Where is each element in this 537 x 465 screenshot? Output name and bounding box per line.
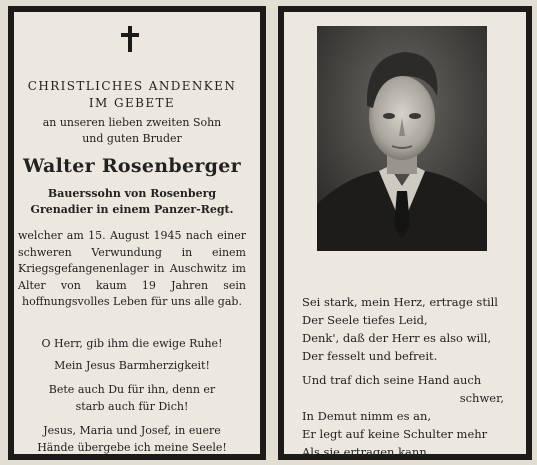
poem-line: Denk', daß der Herr es also will, <box>302 331 492 345</box>
poem-line: In Demut nimm es an, <box>302 409 432 423</box>
poem <box>302 293 504 461</box>
poem-line: Er legt auf keine Schulter mehr <box>302 427 488 441</box>
prayer-4: Jesus, Maria und Josef, in euere Hände übergebe ich meine Seele! <box>37 424 227 454</box>
poem-line: Der Seele tiefes Leid, <box>302 313 428 327</box>
poem-line: Als sie ertragen kann. <box>302 445 431 459</box>
heading-line-2: IM GEBETE <box>88 96 176 110</box>
poem-line: Der fesselt und befreit. <box>302 349 438 363</box>
prayer-2: Mein Jesus Barmherzigkeit! <box>54 359 210 372</box>
role-line-1: Bauerssohn von Rosenberg <box>47 187 217 200</box>
prayer-1: O Herr, gib ihm die ewige Ruhe! <box>41 337 223 350</box>
poem-line: Sei stark, mein Herz, ertrage still <box>302 295 498 309</box>
cross-icon <box>121 26 139 52</box>
death-text: welcher am 15. August 1945 nach einer schweren Verwundung in einem Kriegsgefangenenlager in Auschwitz im Alter von kaum 19 Jahren sein hoffnungsvolles Leben für uns alle gab. <box>18 229 246 308</box>
role-line-2: Grenadier in einem Panzer-Regt. <box>30 203 234 216</box>
intro-line-2: und guten Bruder <box>82 132 182 145</box>
heading-line-1: CHRISTLICHES ANDENKEN <box>27 79 237 93</box>
poem-line: Und traf dich seine Hand auch <box>302 373 482 387</box>
intro-line-1: an unseren lieben zweiten Sohn <box>42 116 222 129</box>
deceased-name: Walter Rosenberger <box>23 155 241 177</box>
poem-line: schwer, <box>459 391 504 405</box>
portrait-photo <box>317 26 487 251</box>
prayer-3: Bete auch Du für ihn, denn er starb auch für Dich! <box>48 383 216 413</box>
